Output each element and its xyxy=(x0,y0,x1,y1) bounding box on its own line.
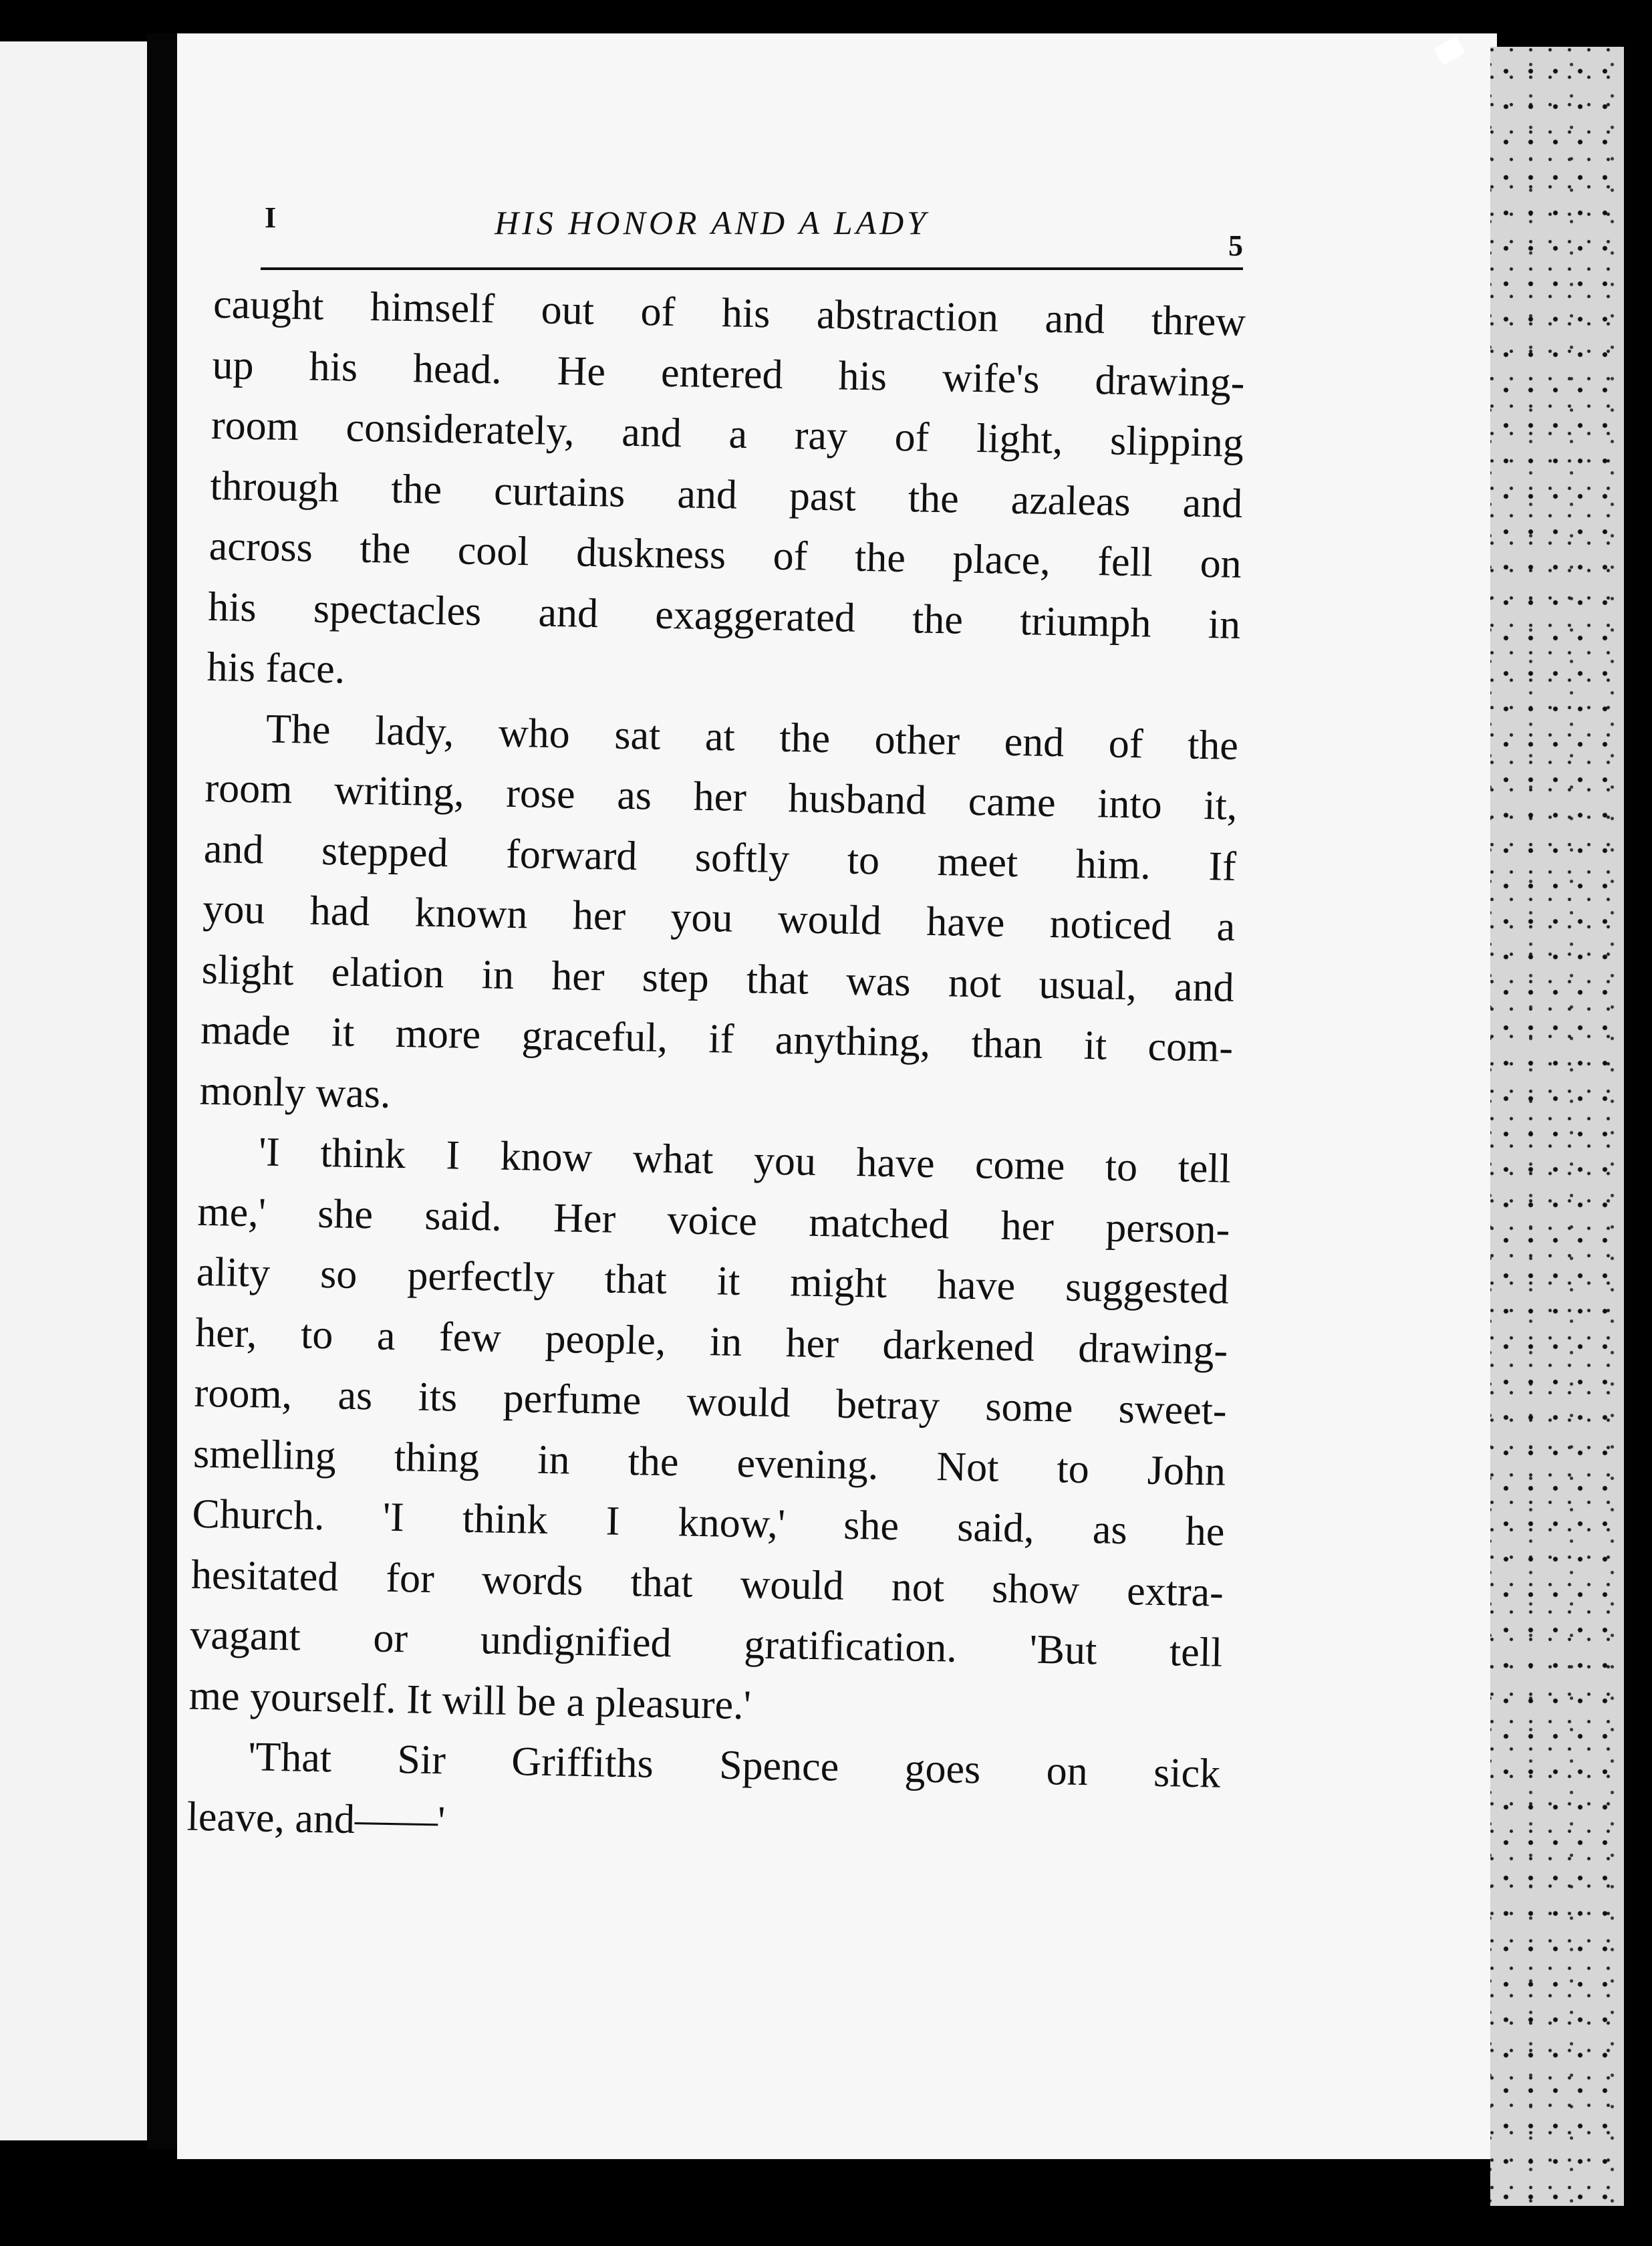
running-head xyxy=(261,201,1243,281)
text-line: her, to a few people, in her darkened drawing- xyxy=(194,1309,1228,1374)
paragraph xyxy=(199,697,1239,1138)
text-line: up his head. He entered his wife's drawing- xyxy=(212,342,1245,406)
header-rule xyxy=(261,267,1243,270)
text-line: room, as its perfume would betray some sweet- xyxy=(194,1370,1228,1434)
text-line: his spectacles and exaggerated the triumph in xyxy=(207,584,1241,648)
book-gutter xyxy=(147,33,177,2149)
text-line: me,' she said. Her voice matched her person- xyxy=(196,1189,1230,1253)
running-title: HIS HONOR AND A LADY xyxy=(495,204,930,241)
text-line: made it more graceful, if anything, than it com- xyxy=(200,1007,1234,1071)
text-line: you had known her you would have noticed a xyxy=(202,886,1236,950)
facing-page-edge xyxy=(0,41,147,2140)
paragraph xyxy=(188,1121,1232,1744)
text-line: across the cool duskness of the place, fell on xyxy=(209,523,1242,587)
text-line: his face. xyxy=(206,644,346,693)
text-line: ality so perfectly that it might have suggested xyxy=(196,1249,1230,1313)
page-block-edge xyxy=(1490,47,1624,2206)
section-mark: I xyxy=(265,201,277,234)
text-line: caught himself out of his abstraction and threw xyxy=(213,281,1246,345)
text-line: me yourself. It will be a pleasure.' xyxy=(188,1672,752,1728)
text-line: 'I think I know what you have come to tell xyxy=(258,1129,1232,1192)
text-line: and stepped forward softly to meet him. If xyxy=(203,826,1237,890)
text-line: The lady, who sat at the other end of the xyxy=(265,705,1239,769)
text-line: monly was. xyxy=(199,1068,392,1117)
text-line: Church. 'I think I know,' she said, as he xyxy=(192,1491,1225,1555)
text-line: room considerately, and a ray of light, slipping xyxy=(211,402,1244,466)
text-line: room writing, rose as her husband came into it, xyxy=(204,765,1238,829)
page-number: 5 xyxy=(1228,229,1243,262)
text-line: through the curtains and past the azaleas and xyxy=(209,463,1243,527)
body-text xyxy=(186,274,1246,1865)
text-line: leave, and——' xyxy=(186,1793,446,1844)
text-line: 'That Sir Griffiths Spence goes on sick xyxy=(247,1734,1221,1797)
text-line: slight elation in her step that was not usual, and xyxy=(201,947,1235,1011)
text-line: smelling thing in the evening. Not to John xyxy=(192,1430,1226,1495)
paragraph xyxy=(186,1726,1221,1865)
text-line: hesitated for words that would not show extra- xyxy=(190,1551,1224,1616)
text-line: vagant or undignified gratification. 'But tell xyxy=(189,1612,1223,1676)
paragraph xyxy=(206,274,1246,715)
